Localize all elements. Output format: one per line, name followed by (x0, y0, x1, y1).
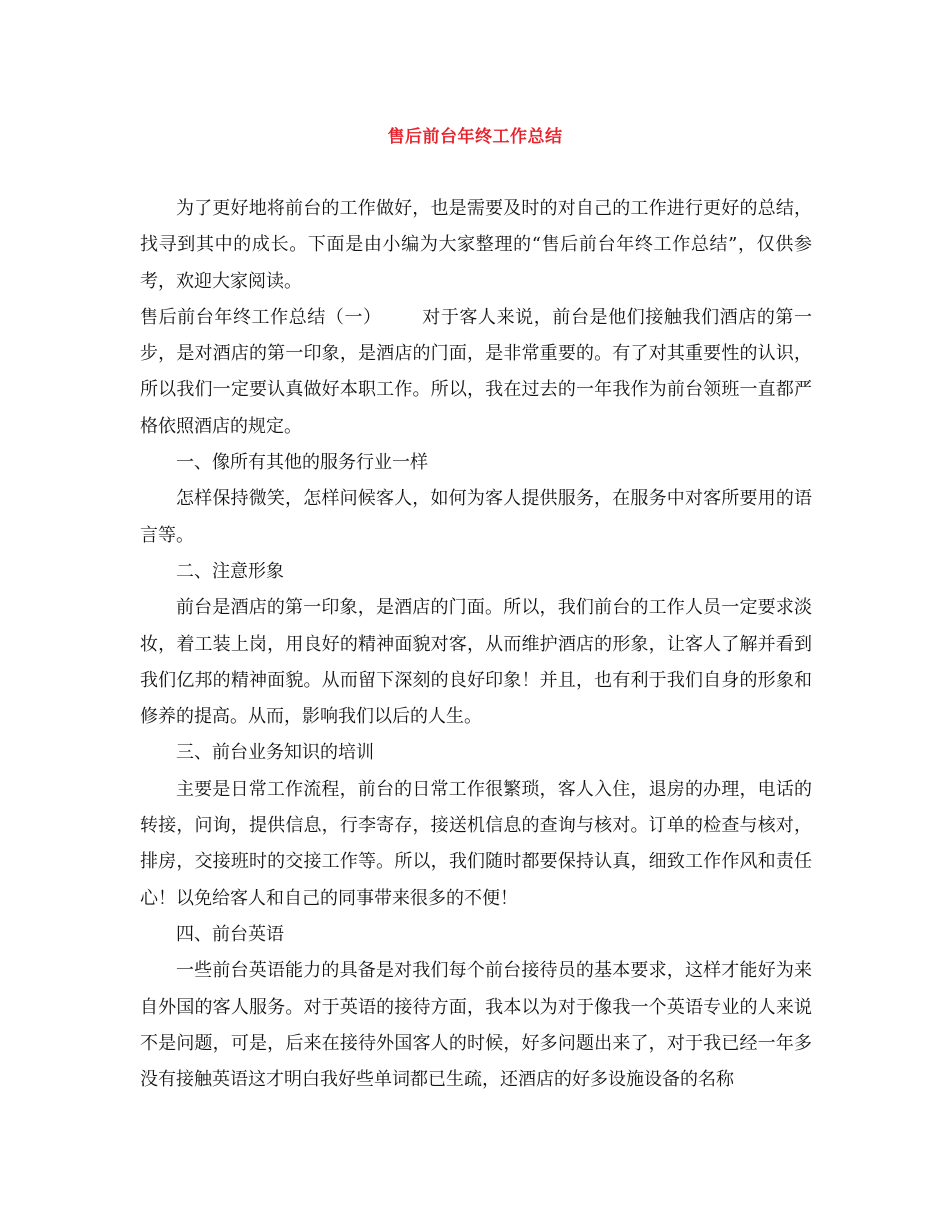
section-heading: 售后前台年终工作总结（一） (140, 306, 382, 328)
item-4-paragraph: 一些前台英语能力的具备是对我们每个前台接待员的基本要求，这样才能好为来自外国的客人服务。对于英语的接待方面，我本以为对于像我一个英语专业的人来说不是问题，可是，后来在接待外国客人的时候，好多问题出来了，对于我已经一年多没有接触英语这才明白我好些单词都已生疏，还酒店的好多设施设备的名称 (140, 960, 812, 1091)
section-paragraph (140, 300, 812, 445)
item-3-heading: 三、前台业务知识的培训 (176, 742, 374, 764)
document-body (140, 191, 812, 1098)
section-text: 对于客人来说，前台是他们接触我们酒店的第一步，是对酒店的第一印象，是酒店的门面，是非常重要的。有了对其重要性的认识，所以我们一定要认真做好本职工作。所以，我在过去的一年我作为前台领班一直都严格依照酒店的规定。 (140, 306, 813, 437)
intro-paragraph: 为了更好地将前台的工作做好，也是需要及时的对自己的工作进行更好的总结，找寻到其中的成长。下面是由小编为大家整理的“售后前台年终工作总结”，仅供参考，欢迎大家阅读。 (140, 198, 812, 292)
item-2-heading: 二、注意形象 (176, 560, 284, 582)
item-1-paragraph: 怎样保持微笑，怎样问候客人，如何为客人提供服务，在服务中对客所要用的语言等。 (140, 488, 812, 546)
item-1-heading: 一、像所有其他的服务行业一样 (176, 452, 428, 474)
item-2-paragraph: 前台是酒店的第一印象，是酒店的门面。所以，我们前台的工作人员一定要求淡妆，着工装上岗，用良好的精神面貌对客，从而维护酒店的形象，让客人了解并看到我们亿邦的精神面貌。从而留下深刻的良好印象！并且，也有利于我们自身的形象和修养的提高。从而，影响我们以后的人生。 (140, 597, 812, 728)
item-3-paragraph: 主要是日常工作流程，前台的日常工作很繁琐，客人入住，退房的办理，电话的转接，问询，提供信息，行李寄存，接送机信息的查询与核对。订单的检查与核对，排房，交接班时的交接工作等。所以，我们随时都要保持认真，细致工作作风和责任心！以免给客人和自己的同事带来很多的不便！ (140, 778, 812, 909)
document-title: 售后前台年终工作总结 (387, 127, 563, 147)
item-4-heading: 四、前台英语 (176, 923, 284, 945)
